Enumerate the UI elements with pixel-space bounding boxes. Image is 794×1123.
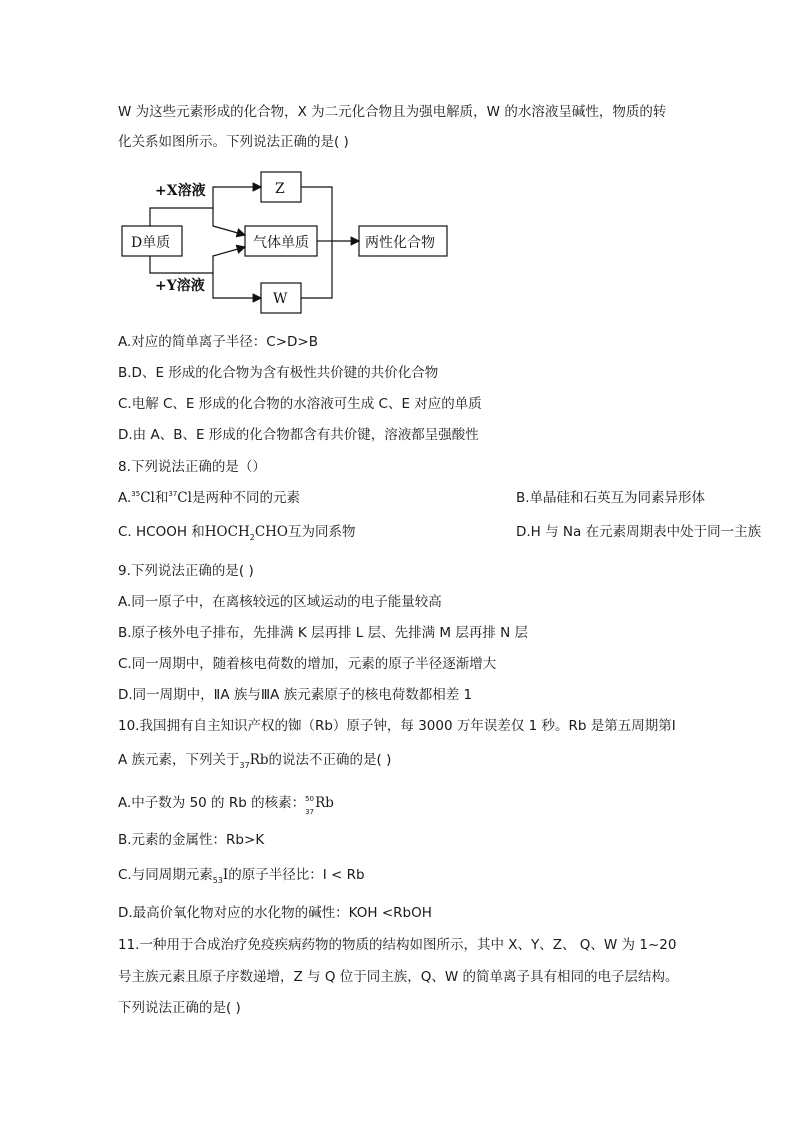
- q8-row-2: [118, 523, 762, 543]
- gas-element-label: 气体单质: [253, 235, 309, 251]
- q8-row-1: [118, 489, 706, 509]
- amphoteric-compound-label: 两性化合物: [365, 235, 435, 251]
- q10-option-c: C.与同周期元素$_{53}$I的原子半径比：I < Rb: [118, 867, 365, 885]
- q10-option-a: A.中子数为 50 的 Rb 的核素： 50 37 Rb: [118, 795, 334, 816]
- q8-option-d: D.H 与 Na 在元素周期表中处于同一主族: [516, 524, 762, 540]
- d-element-label: D单质: [131, 235, 171, 251]
- q7-option-a: A.对应的简单离子半径：C>D>B: [118, 334, 318, 350]
- q10-stem-2: A 族元素，下列关于$_{37}$Rb的说法不正确的是( ): [118, 752, 392, 770]
- q7-option-c: C.电解 C、E 形成的化合物的水溶液可生成 C、E 对应的单质: [118, 396, 482, 412]
- q9-option-b: B.原子核外电子排布，先排满 K 层再排 L 层、先排满 M 层再排 N 层: [118, 625, 529, 641]
- q9-option-a: A.同一原子中，在离核较远的区域运动的电子能量较高: [118, 594, 442, 610]
- intro-line-1: W 为这些元素形成的化合物，X 为二元化合物且为强电解质，W 的水溶液呈碱性，物质的转: [118, 104, 667, 120]
- q10-option-b: B.元素的金属性：Rb>K: [118, 832, 265, 848]
- q7-option-d: D.由 A、B、E 形成的化合物都含有共价键，溶液都呈强酸性: [118, 427, 479, 443]
- q8-option-c: C. HCOOH 和$HOCH_2CHO$互为同系物: [118, 524, 356, 542]
- y-solution-label: +Y溶液: [155, 278, 205, 294]
- x-solution-label: +X溶液: [155, 183, 206, 199]
- q9-stem: 9.下列说法正确的是( ): [118, 563, 254, 579]
- q10-stem-1: 10.我国拥有自主知识产权的铷（Rb）原子钟，每 3000 万年误差仅 1 秒。Rb 是第五周期第Ⅰ: [118, 718, 676, 734]
- q8-option-b: B.单晶硅和石英互为同素异形体: [516, 490, 706, 506]
- q11-stem-2: 号主族元素且原子序数递增，Z 与 Q 位于同主族，Q、W 的简单离子具有相同的电子层结构。: [118, 969, 679, 985]
- z-label: Z: [275, 181, 285, 197]
- q8-option-a: A.$^{35}$Cl和$^{37}$Cl是两种不同的元素: [118, 490, 300, 506]
- intro-line-2: 化关系如图所示。下列说法正确的是( ): [118, 134, 349, 150]
- q9-option-d: D.同一周期中，ⅡA 族与ⅢA 族元素原子的核电荷数都相差 1: [118, 687, 473, 703]
- q11-stem-3: 下列说法正确的是( ): [118, 1000, 241, 1016]
- q11-stem-1: 11.一种用于合成治疗免疫疾病药物的物质的结构如图所示，其中 X、Y、Z、 Q、W 为 1~20: [118, 937, 677, 953]
- transformation-diagram: [118, 168, 458, 318]
- q10-option-d: D.最高价氧化物对应的水化物的碱性：KOH <RbOH: [118, 905, 432, 921]
- w-label: W: [273, 291, 288, 307]
- q8-stem: 8.下列说法正确的是（）: [118, 459, 266, 475]
- q9-option-c: C.同一周期中，随着核电荷数的增加，元素的原子半径逐渐增大: [118, 656, 497, 672]
- q7-option-b: B.D、E 形成的化合物为含有极性共价键的共价化合物: [118, 365, 439, 381]
